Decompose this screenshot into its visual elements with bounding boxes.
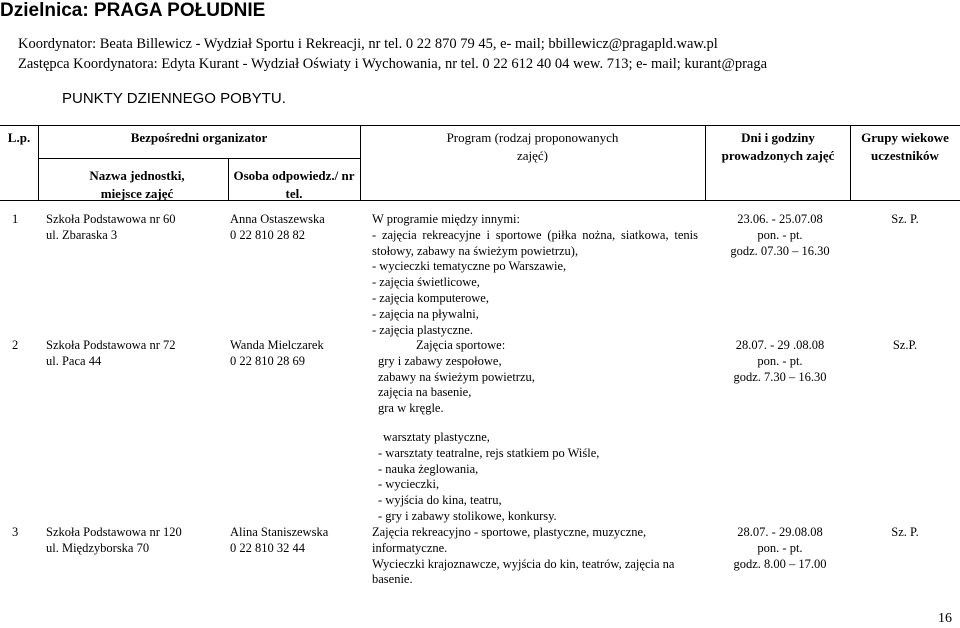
row-3-unit-name: Szkoła Podstawowa nr 120 — [46, 525, 182, 539]
row-1-program-line: - zajęcia komputerowe, — [372, 290, 489, 305]
row-3-unit — [46, 525, 182, 557]
row-3-number: 3 — [12, 525, 19, 539]
row-2-person — [230, 338, 324, 370]
row-1-person — [230, 212, 325, 244]
row-2-person-phone: 0 22 810 28 69 — [230, 353, 305, 368]
row-3-program-line: Zajęcia rekreacyjno - sportowe, plastyczne, muzyczne, — [372, 525, 647, 539]
col-divider-lp — [38, 125, 39, 200]
row-3-weekdays: pon. - pt. — [757, 540, 803, 555]
row-1-person-phone: 0 22 810 28 82 — [230, 227, 305, 242]
row-1-weekdays: pon. - pt. — [757, 227, 803, 242]
row-2-program-line: zabawy na świeżym powietrzu, — [378, 369, 535, 384]
row-1-program-line: - zajęcia na pływalni, — [372, 306, 479, 321]
coordinator-line: Koordynator: Beata Billewicz - Wydział Sportu i Rekreacji, nr tel. 0 22 870 79 45, e- mail; bbillewicz@pragapld.waw.pl — [18, 36, 718, 52]
row-2-program-line: gry i zabawy zespołowe, — [378, 353, 502, 368]
row-3-hours: godz. 8.00 – 17.00 — [733, 556, 827, 571]
row-3-dates: 28.07. - 29.08.08 — [737, 525, 823, 539]
row-1-unit-name: Szkoła Podstawowa nr 60 — [46, 212, 176, 226]
row-1-hours: godz. 07.30 – 16.30 — [730, 243, 830, 258]
row-3-program-line: Wycieczki krajoznawcze, wyjścia do kin, teatrów, zajęcia na — [372, 556, 675, 571]
row-1-group: Sz. P. — [891, 212, 919, 226]
row-3-program-line: informatyczne. — [372, 540, 448, 555]
row-1-program-line: stołowy, zabawy na świeżym powietrzu), — [372, 243, 579, 258]
header-groups: Grupy wiekowe uczestników — [861, 130, 949, 163]
row-2-days — [708, 338, 852, 385]
row-2-unit — [46, 338, 176, 370]
row-2-dates: 28.07. - 29 .08.08 — [735, 338, 825, 352]
header-program-text: Program (rodzaj proponowanych zajęć) — [446, 130, 619, 163]
row-2-program-line: - warsztaty teatralne, rejs statkiem po Wiśle, — [378, 445, 600, 460]
row-2-person-name: Wanda Mielczarek — [230, 338, 324, 352]
row-1-program-line: - zajęcia plastyczne. — [372, 322, 473, 337]
row-1-dates: 23.06. - 25.07.08 — [737, 212, 823, 226]
row-1-unit — [46, 212, 176, 244]
row-2-weekdays: pon. - pt. — [757, 353, 803, 368]
row-2-program-line: zajęcia na basenie, — [378, 385, 472, 400]
row-1-program-line: - wycieczki tematyczne po Warszawie, — [372, 259, 567, 274]
row-2-program-workshops — [378, 430, 698, 525]
row-3-program — [372, 525, 698, 588]
row-1-unit-address: ul. Zbaraska 3 — [46, 227, 118, 242]
row-3-person — [230, 525, 328, 557]
row-2-program-sports — [378, 338, 698, 417]
row-1-program-line: - zajęcia świetlicowe, — [372, 275, 480, 290]
row-2-program-heading: Zajęcia sportowe: — [416, 338, 506, 352]
row-2-unit-name: Szkoła Podstawowa nr 72 — [46, 338, 176, 352]
row-1-program-line: - zajęcia rekreacyjne i sportowe (piłka nożna, siatkowa, tenis — [372, 227, 698, 242]
row-2-program-line: - wycieczki, — [378, 477, 440, 492]
header-organizer: Bezpośredni organizator — [130, 130, 268, 145]
row-1-program — [372, 212, 698, 338]
col-divider-days-groups — [850, 125, 851, 200]
page-title: Dzielnica: PRAGA POŁUDNIE — [0, 0, 266, 21]
row-3-person-name: Alina Staniszewska — [230, 525, 329, 539]
col-divider-program-days — [705, 125, 706, 200]
row-3-unit-address: ul. Międzyborska 70 — [46, 540, 150, 555]
organizer-subheader-rule — [38, 158, 360, 159]
header-days: Dni i godziny prowadzonych zajęć — [721, 130, 835, 163]
row-1-program-line: W programie między innymi: — [372, 212, 520, 226]
col-divider-organizer-program — [360, 125, 361, 200]
table-top-rule — [0, 125, 960, 126]
section-title: PUNKTY DZIENNEGO POBYTU. — [62, 90, 286, 107]
row-2-number: 2 — [12, 338, 19, 352]
page-number: 16 — [938, 611, 952, 626]
row-1-days — [708, 212, 852, 259]
row-3-days — [708, 525, 852, 572]
row-2-hours: godz. 7.30 – 16.30 — [733, 369, 827, 384]
row-2-unit-address: ul. Paca 44 — [46, 353, 102, 368]
row-2-program-line: warsztaty plastyczne, — [383, 430, 490, 444]
row-2-program-line: - wyjścia do kina, teatru, — [378, 493, 502, 508]
row-3-person-phone: 0 22 810 32 44 — [230, 540, 305, 555]
row-3-program-line: basenie. — [372, 572, 413, 587]
row-2-group: Sz.P. — [892, 338, 918, 352]
header-person: Osoba odpowiedz./ nr tel. — [233, 168, 355, 201]
deputy-coordinator-line: Zastępca Koordynatora: Edyta Kurant - Wydział Oświaty i Wychowania, nr tel. 0 22 612 40 04 wew. 713; e- mail; kurant@praga — [18, 56, 768, 72]
row-2-program-line: gra w kręgle. — [378, 401, 444, 416]
header-program — [362, 129, 703, 165]
row-2-program-line: - nauka żeglowania, — [378, 461, 479, 476]
header-lp: L.p. — [7, 130, 31, 145]
row-1-person-name: Anna Ostaszewska — [230, 212, 325, 226]
row-3-group: Sz. P. — [891, 525, 919, 539]
row-2-program-line: - gry i zabawy stolikowe, konkursy. — [378, 508, 557, 523]
row-1-number: 1 — [12, 212, 19, 226]
header-unit: Nazwa jednostki, miejsce zajęć — [89, 168, 185, 201]
col-divider-unit-person — [228, 158, 229, 200]
